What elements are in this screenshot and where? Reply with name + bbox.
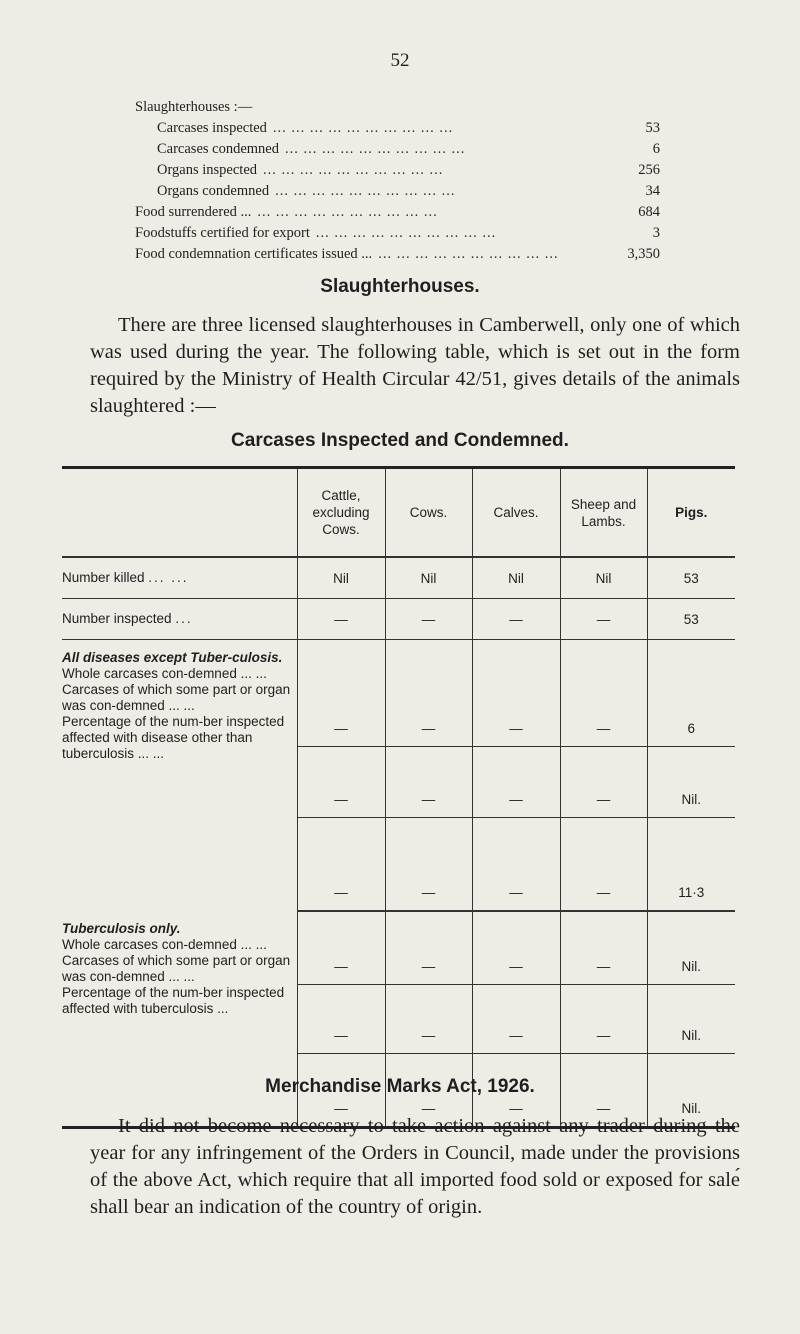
summary-value: 256	[638, 162, 660, 178]
table-cell: Nil	[472, 557, 560, 599]
section-heading: Slaughterhouses.	[320, 276, 480, 297]
table-cell: —	[472, 985, 560, 1054]
leader-dots: ... ... ... ... ... ... ... ... ... ...	[378, 246, 559, 262]
table-cell: —	[297, 911, 385, 985]
leader-dots: ... ... ... ... ... ... ... ... ... ...	[315, 225, 497, 241]
table-cell: Nil	[560, 557, 647, 599]
table-cell: —	[385, 985, 472, 1054]
table-cell: —	[297, 640, 385, 747]
table-cell: —	[385, 599, 472, 640]
table-cell: —	[560, 985, 647, 1054]
leader-dots: ... ... ... ... ... ... ... ... ... ...	[272, 120, 454, 136]
summary-label: Carcases inspected	[157, 120, 267, 136]
table-cell: —	[297, 818, 385, 912]
summary-label: Organs condemned	[157, 183, 270, 199]
table-cell: —	[472, 747, 560, 818]
body-paragraph: There are three licensed slaughterhouses in Camberwell, only one of which was used during the year. The following table, which is set out in the form required by the Ministry of Health Circular 42/51, gives details of the animals slaughtered :—	[90, 314, 740, 417]
table-cell: —	[560, 911, 647, 985]
table-cell: —	[560, 1054, 647, 1127]
leader-dots: ... ... ... ... ... ... ... ... ... ...	[275, 183, 456, 199]
summary-list	[135, 97, 660, 265]
table-cell: —	[560, 640, 647, 747]
table-cell: —	[385, 747, 472, 818]
column-header: Pigs.	[647, 469, 735, 557]
table-cell: —	[385, 818, 472, 912]
table-cell: —	[472, 911, 560, 985]
summary-label: Foodstuffs certified for export	[135, 225, 310, 241]
table-cell: 6	[647, 640, 735, 747]
column-header: Cows.	[385, 469, 472, 557]
summary-row	[135, 202, 660, 223]
table-cell: —	[472, 640, 560, 747]
summary-value: 684	[638, 204, 660, 220]
table-row	[62, 911, 735, 985]
group-caption: All diseases except Tuber-culosis.	[62, 650, 283, 665]
summary-value: 6	[652, 141, 660, 157]
leader-dots: ... ... ... ... ... ... ... ... ... ...	[257, 204, 438, 220]
table-title: Carcases Inspected and Condemned.	[231, 430, 569, 451]
carcases-table	[62, 466, 735, 1129]
row-label: Whole carcases con-demned ... ...	[62, 937, 267, 952]
table-cell: Nil	[297, 557, 385, 599]
summary-row	[135, 139, 660, 160]
summary-value: 34	[645, 183, 660, 199]
summary-row	[135, 118, 660, 139]
summary-label: Food condemnation certificates issued ...	[135, 246, 373, 262]
table-cell: —	[297, 1054, 385, 1127]
row-label: Whole carcases con-demned ... ...	[62, 666, 267, 681]
table-cell: —	[385, 1054, 472, 1127]
table-cell: Nil	[385, 557, 472, 599]
row-label: Percentage of the num-ber inspected affected with tuberculosis ...	[62, 985, 285, 1016]
table-cell: —	[385, 911, 472, 985]
summary-value: 3	[652, 225, 660, 241]
table-cell: —	[297, 599, 385, 640]
summary-row	[135, 223, 660, 244]
summary-label: Food surrendered ...	[135, 204, 252, 220]
table-cell: Nil.	[647, 911, 735, 985]
summary-value: 3,350	[627, 246, 660, 262]
table-corner	[62, 469, 297, 557]
table-cell: —	[472, 818, 560, 912]
table-row	[62, 640, 735, 747]
column-header: Calves.	[472, 469, 560, 557]
column-header: Sheep and Lambs.	[560, 469, 647, 557]
summary-value: 53	[645, 120, 660, 136]
summary-row	[135, 181, 660, 202]
table-cell: —	[297, 747, 385, 818]
row-label: Percentage of the num-ber inspected affected with disease other than tuberculosis ... ...	[62, 714, 285, 761]
table-cell: —	[560, 599, 647, 640]
table-cell: —	[297, 985, 385, 1054]
table-cell: 53	[647, 557, 735, 599]
table-cell: —	[472, 1054, 560, 1127]
table-row	[62, 599, 735, 640]
group-caption: Tuberculosis only.	[62, 921, 181, 936]
summary-row	[135, 160, 660, 181]
table-cell: 53	[647, 599, 735, 640]
table-cell: —	[560, 818, 647, 912]
summary-heading: Slaughterhouses :—	[135, 99, 253, 115]
table-cell: —	[472, 599, 560, 640]
table-cell: —	[560, 747, 647, 818]
leader-dots: ... ... ... ... ... ... ... ... ... ...	[263, 162, 444, 178]
summary-row	[135, 244, 660, 265]
row-label: Number killed ... ...	[62, 557, 297, 599]
row-label: Carcases of which some part or organ was con-demned ... ...	[62, 682, 291, 713]
section-heading: Merchandise Marks Act, 1926.	[265, 1076, 535, 1097]
table-cell: —	[385, 640, 472, 747]
row-label: Carcases of which some part or organ was con-demned ... ...	[62, 953, 291, 984]
summary-label: Organs inspected	[157, 162, 257, 178]
table-cell: 11·3	[647, 818, 735, 912]
row-group-label	[62, 640, 297, 912]
table-cell: Nil.	[647, 985, 735, 1054]
leader-dots: ... ... ... ... ... ... ... ... ... ...	[285, 141, 466, 157]
table-cell: Nil.	[647, 1054, 735, 1127]
body-paragraph: It did not become necessary to take action against any trader during the year for any infringement of the Orders in Council, made under the provisions of the above Act, which require that all imported food sold or exposed for salе́ shall bear an indication of the country of origin.	[90, 1115, 740, 1218]
table-cell: Nil.	[647, 747, 735, 818]
page-number: 52	[390, 50, 410, 71]
row-label: Number inspected ...	[62, 599, 297, 640]
summary-label: Carcases condemned	[157, 141, 279, 157]
column-header: Cattle, excluding Cows.	[297, 469, 385, 557]
table-row	[62, 557, 735, 599]
